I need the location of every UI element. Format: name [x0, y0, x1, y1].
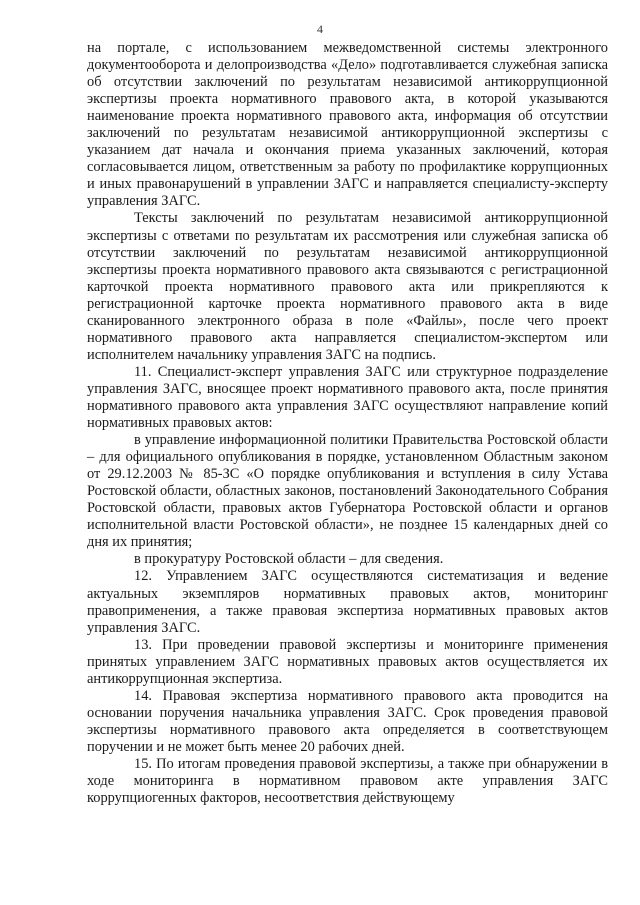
paragraph: в прокуратуру Ростовской области – для сведения.	[134, 551, 444, 568]
paragraph: 14. Правовая экспертиза нормативного правового акта проводится на основании поручения начальника управления ЗАГС. Срок проведения правовой экспертизы нормативного правового акта определяется в соответствующем поручении и не может быть менее 20 рабочих дней.	[87, 687, 608, 755]
paragraph: Тексты заключений по результатам независимой антикоррупционной экспертизы с ответами по результатам их рассмотрения или служебная записка об отсутствии заключений по результатам независимой антикоррупционной экспертизы проекта нормативного правового акта связываются с регистрационной карточкой проекта нормативного правового акта или прикрепляются к регистрационной карточке проекта нормативного правового акта в виде сканированного электронного образа в поле «Файлы», после чего проект нормативного правового акта направляется специалистом-экспертом или исполнителем начальнику управления ЗАГС на подпись.	[87, 210, 608, 363]
paragraph: 11. Специалист-эксперт управления ЗАГС или структурное подразделение управления ЗАГС, вносящее проект нормативного правового акта, после принятия нормативного правового акта управления ЗАГС осуществляют направление копий нормативных правовых актов:	[87, 363, 608, 432]
paragraph: 15. По итогам проведения правовой экспертизы, а также при обнаружении в ходе мониторинга в нормативном правовом акте управления ЗАГС коррупциогенных факторов, несоответствия действующему	[87, 755, 608, 807]
paragraph: на портале, с использованием межведомственной системы электронного документооборота и делопроизводства «Дело» подготавливается служебная записка об отсутствии заключений по результатам независимой антикоррупционной экспертизы проекта нормативного правового акта, в которой указываются наименование проекта нормативного правового акта, информация об отсутствии заключений по результатам независимой антикоррупционной экспертизы с указанием дат начала и окончания приема указанных заключений, которая согласовывается лицом, ответственным за работу по профилактике коррупционных и иных правонарушений в управлении ЗАГС и направляется специалисту-эксперту управления ЗАГС.	[87, 40, 608, 210]
paragraph: 13. При проведении правовой экспертизы и мониторинге применения принятых управлением ЗАГС нормативных правовых актов осуществляется их антикоррупционная экспертиза.	[87, 636, 608, 687]
page-number: 4	[317, 22, 323, 36]
paragraph: 12. Управлением ЗАГС осуществляются систематизация и ведение актуальных экземпляров нормативных правовых актов, мониторинг правоприменения, а также правовая экспертиза нормативных правовых актов управления ЗАГС.	[87, 568, 608, 636]
paragraph: в управление информационной политики Правительства Ростовской области – для официального опубликования в порядке, установленном Областным законом от 29.12.2003 № 85-ЗС «О порядке опубликования и вступления в силу Устава Ростовской области, областных законов, постановлений Законодательного Собрания Ростовской области, правовых актов Губернатора Ростовской области и органов исполнительной власти Ростовской области», не позднее 15 календарных дней со дня их принятия;	[87, 432, 608, 551]
document-body	[87, 40, 608, 807]
